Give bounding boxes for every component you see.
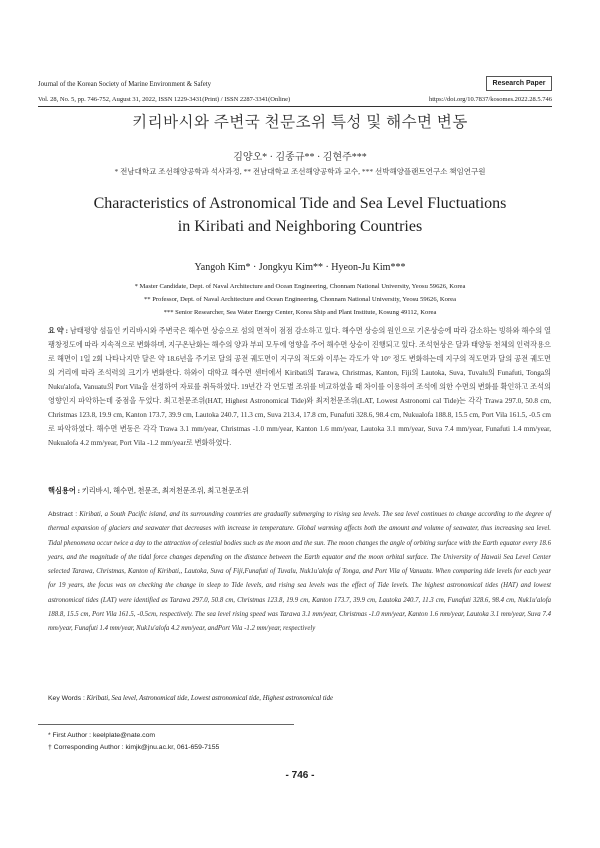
authors-english: Yangoh Kim* · Jongkyu Kim** · Hyeon-Ju Kim*** <box>194 262 406 273</box>
abstract-korean <box>48 324 551 450</box>
volume-line <box>38 96 552 103</box>
volume-info: Vol. 28, No. 5, pp. 746-752, August 31, 2022, ISSN 1229-3431(Print) / ISSN 2287-3341(Online) <box>38 96 291 103</box>
affiliation-1: * Master Candidate, Dept. of Naval Architecture and Ocean Engineering, Chonnam National University, Yeosu 59626, Korea <box>134 283 466 290</box>
header-rule <box>38 106 552 107</box>
journal-name: Journal of the Korean Society of Marine Environment & Safety <box>38 81 212 88</box>
title-english <box>0 192 600 238</box>
affiliations-english <box>0 280 600 319</box>
footnote-first-author: * First Author : keelplate@nate.com <box>48 732 156 739</box>
abstract-english <box>48 508 551 637</box>
title-english-line2: in Kiribati and Neighboring Countries <box>177 218 423 235</box>
affiliations-korean: * 전남대학교 조선해양공학과 석사과정, ** 전남대학교 조선해양공학과 교수, *** 선박해양플랜트연구소 책임연구원 <box>114 167 486 176</box>
keywords-korean-text: 키리바시, 해수면, 천문조, 최저천문조위, 최고천문조위 <box>81 487 249 495</box>
keywords-korean-label: 핵심용어 : <box>48 487 80 495</box>
affiliation-3: *** Senior Researcher, Sea Water Energy Center, Korea Ship and Plant Institute, Kosung 49112, Korea <box>163 309 437 316</box>
keywords-english-label: Key Words : <box>48 695 85 702</box>
abstract-korean-label: 요 약 : <box>48 327 68 335</box>
keywords-english <box>48 695 551 702</box>
footnotes <box>48 730 219 754</box>
footnote-rule <box>38 724 294 725</box>
authors-korean: 김양오* · 김종규** · 김현주*** <box>233 152 367 163</box>
doi-link[interactable]: https://doi.org/10.7837/kosomes.2022.28.5.746 <box>428 96 552 103</box>
keywords-korean <box>48 486 551 496</box>
title-english-line1: Characteristics of Astronomical Tide and Sea Level Fluctuations <box>93 195 507 212</box>
affiliation-2: ** Professor, Dept. of Naval Architecture and Ocean Engineering, Chonnam National University, Yeosu 59626, Korea <box>143 296 457 303</box>
keywords-english-text: Kiribati, Sea level, Astronomical tide, Lowest astronomical tide, Highest astronomical tide <box>86 695 334 702</box>
abstract-english-text: Kiribati, a South Pacific island, and its surrounding countries are gradually submerging to rising sea levels. The sea level continues to change according to the degree of thermal expansion of glaciers and seawater that decreases with increase in temperature. Global warming affects both the amount and volume of seawater, thus increasing sea level. Tidal phenomena occur twice a day to the attraction of celestial bodies such as the moon and the sun. The moon changes the angle of orbiting surface with the Earth equator every 18.6 years, and the magnitude of the tidal force changes depending on the distance between the Earth equator and the moon orbital surface. The University of Hawaii Sea Level Center selected Tarawa, Christmas, Kanton of Kiribati,, Lautoka, Suva of Fiji,Funafuti of Tuvalu, Nuk1u'alofa of Tonga, and Port Vila of Vanuatu. When comparing tide levels for each year for 19 years, the focus was on checking the change in sleep to Tide levels, and rising sea levels was the effect of Tide levels. The highest astronomical tides (HAT) and lowest astronomical tides (LAT) were identified as Tarawa 297.0, 50.8 cm, Christmas 123.8, 19.9 cm, Kanton 173.7, 39.9 cm, Lautoka 240.7, 11.3 cm, Funafuti 328.6, 98.4 cm, Nuk1u'alofa 188.8, 15.5 cm, Port Vila 161.5, -0.5cm, respectively. The sea level rising speed was Tarawa 3.1 mm/year, Christmas -1.0 mm/year, Kanton 1.6 mm/year, Lautoka 3.1 mm/year, Suva 7.4 mm/year, Funafuti 1.4 mm/year, Nuk1u'alofa 4.2 mm/year, andPort Vila -1.2 mm/year, respectively <box>48 511 552 633</box>
title-korean: 키리바시와 주변국 천문조위 특성 및 해수면 변동 <box>132 114 468 131</box>
abstract-korean-text: 남태평양 섬들인 키리바시와 주변국은 해수면 상승으로 섬의 면적이 점점 감소하고 있다. 해수면 상승의 원인으로 기온상승에 따라 감소하는 빙하와 해수의 열팽창정도에 따라 지속적으로 변화하며, 지구온난화는 해수의 양과 부피 모두에 영향을 주어 해수면 상승이 진행되고 있다. 조석현상은 달과 태양등 천체의 인력작용으로 해면이 1일 2회 나타나지만 달은 약 18.6년을 주기로 달의 공전 궤도면이 지구의 적도와 이루는 각도가 약 10° 정도 변화하는데 지구의 적도면과 달의 공전 궤도면의 거리에 따라 조석력의 크기가 변화한다. 하와이 대학교 해수면 센터에서 Kiribati의 Tarawa, Christmas, Kanton, Fiji의 Lautoka, Suva, Tuvalu의 Funafuti, Tonga의 Nuku'alofa, Vanuatu의 Port Vila을 선정하여 자료를 취득하였다. 19년간 각 연도별 조위를 비교하였을 때 차이를 이용하여 조석에 의한 수면의 변화를 확인하고 조석의 영향인지 파악하는데 중점을 두었다. 최고천문조위(HAT, Highest Astronomical Tide)와 최저천문조위(LAT, Lowest Astronomi cal Tide)는 각각 Trawa 297.0, 50.8 cm, Christmas 123.8, 19.9 cm, Kanton 173.7, 39.9 cm, Lautoka 240.7, 11.3 cm, Suva 213.4, 17.8 cm, Funafuti 328.6, 98.4 cm, Nukualofa 188.8, 15.5 cm, Port Vila 161.5, -0.5 cm로 파악하였다. 해수면 변동은 각각 Trawa 3.1 mm/year, Christmas -1.0 mm/year, Kanton 1.6 mm/year, Lautoka 3.1 mm/year, Suva 7.4 mm/year, Funafuti 1.4 mm/year, Nukualofa 4.2 mm/year, Port Vila -1.2 mm/year로 변화하였다. <box>48 327 551 447</box>
article-type-badge: Research Paper <box>486 76 552 91</box>
abstract-english-label: Abstract : <box>48 511 78 518</box>
page-number: - 746 - <box>285 770 315 781</box>
footnote-corresponding-author: † Corresponding Author : kimjk@jnu.ac.kr, 061-659-7155 <box>48 744 220 751</box>
